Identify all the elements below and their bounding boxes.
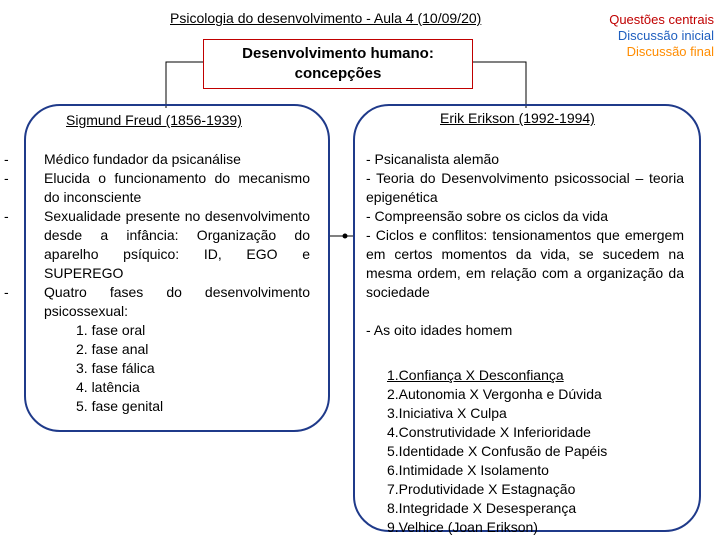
list-item-text: Elucida o funcionamento do mecanismo do inconsciente xyxy=(44,170,310,205)
bullet-dash: - xyxy=(4,151,9,167)
phase-item-oral: 1. fase oral xyxy=(76,322,146,338)
freud-list xyxy=(4,150,310,416)
idade-item: 3.Iniciativa X Culpa xyxy=(387,405,507,421)
bullet-dash: - xyxy=(4,170,9,186)
idade-item: 2.Autonomia X Vergonha e Dúvida xyxy=(387,386,602,402)
erikson-paragraph: - Ciclos e conflitos: tensionamentos que emergem em certos momentos da vida, se sucedem na mesma ordem, em relação com a organização da sociedade xyxy=(366,227,684,300)
idade-item: 4.Construtividade X Inferioridade xyxy=(387,424,591,440)
list-item xyxy=(4,150,310,169)
list-item-text: Sexualidade presente no desenvolvimento desde a infância: Organização do aparelho psíquico: ID, EGO e SUPEREGO xyxy=(44,208,310,281)
central-title-line2: concepções xyxy=(294,65,382,82)
erikson-text xyxy=(366,150,684,340)
phase-item-falica: 3. fase fálica xyxy=(76,360,155,376)
phase-item-anal: 2. fase anal xyxy=(76,341,149,357)
list-item-text: Quatro fases do desenvolvimento psicossexual: xyxy=(44,284,310,319)
central-concept-box xyxy=(203,39,473,89)
list-item-text: Médico fundador da psicanálise xyxy=(44,151,241,167)
connector-dot xyxy=(343,234,348,239)
idade-item: 5.Identidade X Confusão de Papéis xyxy=(387,443,608,459)
erikson-paragraph: - Compreensão sobre os ciclos da vida xyxy=(366,208,609,224)
phase-item-genital: 5. fase genital xyxy=(76,398,164,414)
bullet-dash: - xyxy=(4,208,9,224)
erikson-paragraph: - Psicanalista alemão xyxy=(366,151,500,167)
note-discussao-final: Discussão final xyxy=(626,44,714,59)
bullet-dash: - xyxy=(4,284,9,300)
erikson-paragraph: - Teoria do Desenvolvimento psicossocial – teoria epigenética xyxy=(366,170,684,205)
note-discussao-inicial: Discussão inicial xyxy=(617,28,714,43)
phase-item-latencia: 4. latência xyxy=(76,379,140,395)
list-item xyxy=(4,207,310,283)
oito-idades-list xyxy=(387,366,607,537)
idade-item: 1.Confiança X Desconfiança xyxy=(387,367,564,383)
central-title-line1: Desenvolvimento humano: xyxy=(242,45,434,62)
connector-center-to-erikson xyxy=(473,62,526,108)
page-title: Psicologia do desenvolvimento - Aula 4 (10/09/20) xyxy=(170,10,482,26)
idade-item: 6.Intimidade X Isolamento xyxy=(387,462,549,478)
note-questoes-centrais: Questões centrais xyxy=(609,12,714,27)
erikson-heading: Erik Erikson (1992-1994) xyxy=(440,110,595,126)
freud-heading: Sigmund Freud (1856-1939) xyxy=(66,112,242,128)
idades-title: - As oito idades homem xyxy=(366,322,513,338)
list-item xyxy=(4,169,310,207)
idade-item: 8.Integridade X Desesperança xyxy=(387,500,577,516)
idade-item: 7.Produtividade X Estagnação xyxy=(387,481,576,497)
idade-item: 9.Velhice (Joan Erikson) xyxy=(387,519,538,535)
list-item xyxy=(4,283,310,321)
connector-center-to-freud xyxy=(166,62,203,108)
